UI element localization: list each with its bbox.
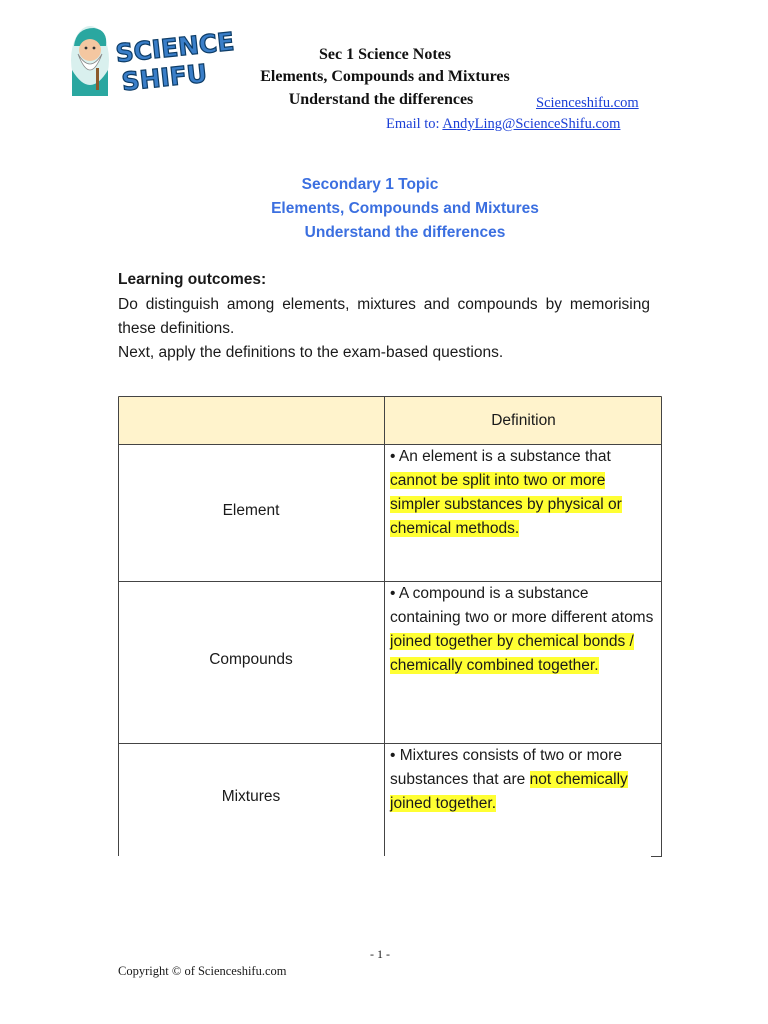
- learning-outcomes-heading: Learning outcomes:: [118, 271, 267, 288]
- email-label: Email to:: [386, 116, 443, 132]
- table-def-compounds: [390, 582, 656, 678]
- learning-outcomes-para-1: Do distinguish among elements, mixtures and compounds by memorising these definitions.: [118, 296, 650, 337]
- def-mixtures-highlight: not chemically joined together.: [390, 771, 628, 812]
- table-term-compounds: Compounds: [209, 651, 293, 668]
- logo-shifu-text: SHIFU: [120, 58, 209, 97]
- header-title: Sec 1 Science Notes: [319, 46, 451, 63]
- table-def-mixtures: [390, 744, 656, 816]
- copyright-notice: Copyright © of Scienceshifu.com: [118, 964, 287, 978]
- email-link[interactable]: AndyLing@ScienceShifu.com: [442, 116, 621, 132]
- header-subtitle: Elements, Compounds and Mixtures: [260, 68, 510, 85]
- sage-mascot-icon: [71, 26, 109, 96]
- topic-line-2: Elements, Compounds and Mixtures: [271, 200, 539, 217]
- header-tagline: Understand the differences: [288, 91, 474, 108]
- def-element-text: • An element is a substance that: [390, 448, 611, 465]
- table-term-mixtures: Mixtures: [221, 788, 281, 805]
- topic-line-3: Understand the differences: [304, 224, 506, 241]
- site-link[interactable]: Scienceshifu.com: [536, 95, 639, 111]
- learning-outcomes-para-2: Next, apply the definitions to the exam-based questions.: [118, 344, 504, 361]
- science-shifu-logo: [66, 24, 241, 98]
- topic-line-1: Secondary 1 Topic: [301, 176, 439, 193]
- page-number: - 1 -: [370, 947, 390, 961]
- table-def-element: [390, 445, 656, 541]
- definitions-table: [118, 396, 662, 856]
- def-mixtures-text: • Mixtures consists of two or more substances that are: [390, 747, 622, 788]
- def-element-highlight: cannot be split into two or more simpler substances by physical or chemical methods.: [390, 472, 622, 537]
- logo-science-text: SCIENCE: [114, 26, 236, 69]
- def-compounds-highlight: joined together by chemical bonds / chemically combined together.: [390, 633, 634, 674]
- email-line: [386, 116, 620, 133]
- def-compounds-text: • A compound is a substance containing two or more different atoms: [390, 585, 654, 626]
- table-header-definition: Definition: [491, 412, 556, 429]
- table-term-element: Element: [222, 502, 280, 519]
